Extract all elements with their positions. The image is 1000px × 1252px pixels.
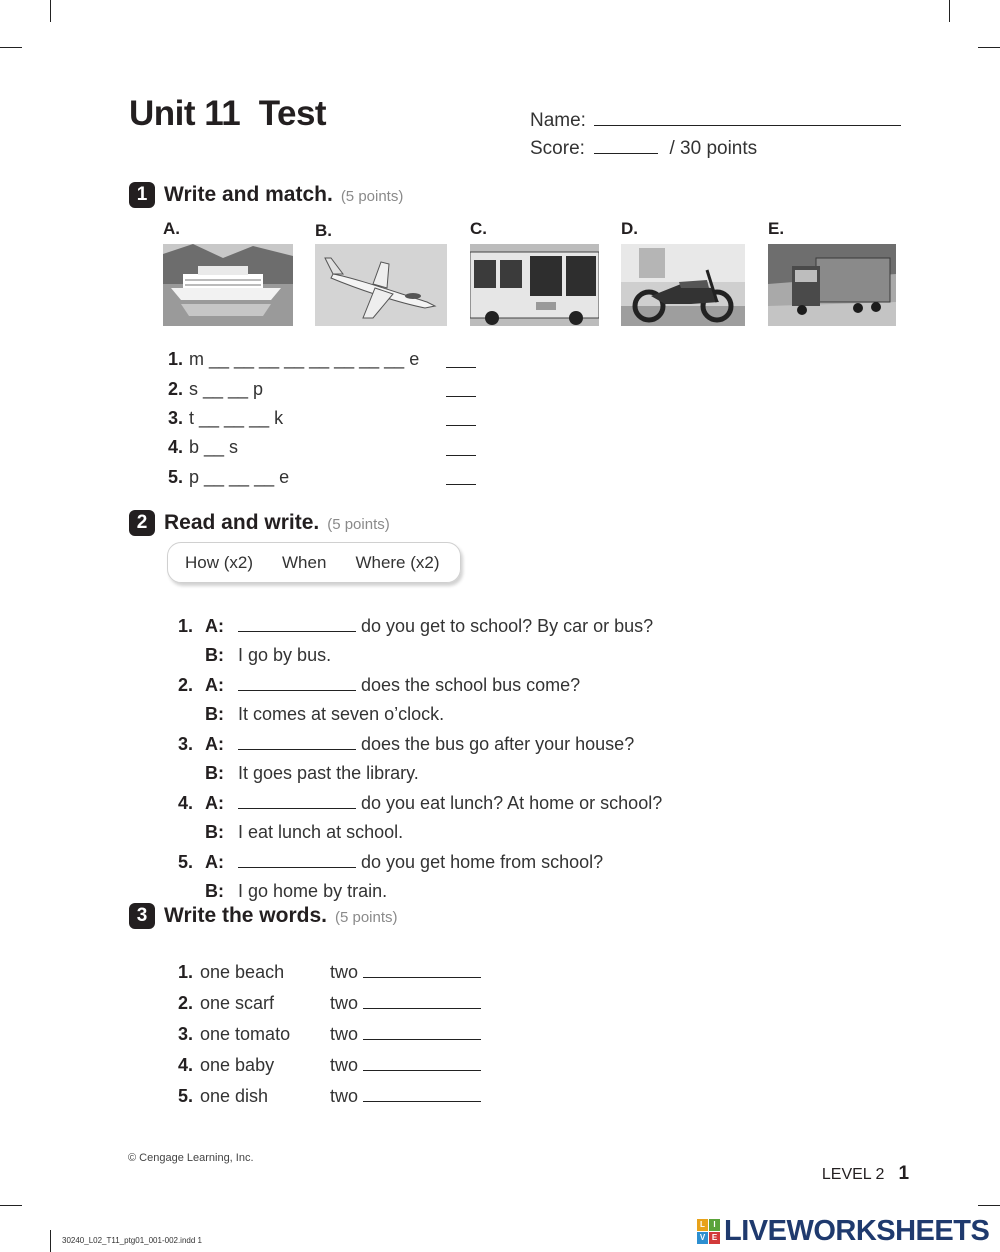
item-number: 3. bbox=[168, 408, 184, 428]
item-text: m __ __ __ __ __ __ __ __ e bbox=[189, 349, 420, 369]
item-number: 5. bbox=[178, 852, 194, 872]
list-item bbox=[168, 349, 419, 370]
speaker-label: B: bbox=[205, 763, 225, 783]
section-3-header bbox=[129, 903, 398, 929]
word-bank bbox=[167, 542, 461, 583]
section-number: 1 bbox=[129, 182, 155, 208]
answer-line[interactable] bbox=[446, 367, 476, 368]
section-points: (5 points) bbox=[327, 516, 390, 533]
plural-prefix: two bbox=[330, 1086, 359, 1106]
section-1-header bbox=[129, 182, 403, 208]
item-number: 2. bbox=[168, 379, 184, 399]
list-item bbox=[168, 467, 289, 488]
answer-text: I eat lunch at school. bbox=[238, 822, 404, 842]
copyright: © Cengage Learning, Inc. bbox=[128, 1152, 254, 1164]
crop-mark bbox=[0, 47, 22, 48]
speaker-label: B: bbox=[205, 881, 225, 901]
section-number: 3 bbox=[129, 903, 155, 929]
question-text: does the bus go after your house? bbox=[361, 734, 635, 754]
answer-line[interactable] bbox=[446, 455, 476, 456]
list-item bbox=[168, 408, 283, 429]
plural-prefix: two bbox=[330, 993, 359, 1013]
dialogue-b bbox=[195, 860, 387, 902]
answer-text: It comes at seven o’clock. bbox=[238, 704, 445, 724]
item-text: t __ __ __ k bbox=[189, 408, 284, 428]
answer-blank[interactable] bbox=[363, 1101, 481, 1102]
name-label: Name: bbox=[530, 110, 586, 131]
speaker-label: A: bbox=[205, 675, 225, 695]
item-number: 5. bbox=[168, 467, 184, 487]
speaker-label: B: bbox=[205, 704, 225, 724]
section-title: Write the words. bbox=[164, 904, 327, 927]
crop-mark bbox=[978, 1205, 1000, 1206]
crop-mark bbox=[0, 1205, 22, 1206]
plural-prefix: two bbox=[330, 962, 359, 982]
word-bank-item: How (x2) bbox=[185, 552, 254, 572]
cruise-ship-image bbox=[163, 244, 293, 326]
question-text: does the school bus come? bbox=[361, 675, 581, 695]
singular-word: one baby bbox=[200, 1055, 275, 1075]
item-number: 3. bbox=[178, 1024, 194, 1044]
name-line[interactable] bbox=[594, 125, 901, 126]
item-number: 2. bbox=[178, 993, 194, 1013]
answer-line[interactable] bbox=[446, 484, 476, 485]
question-text: do you get home from school? bbox=[361, 852, 604, 872]
page-number: 1 bbox=[898, 1163, 910, 1184]
singular-word: one beach bbox=[200, 962, 285, 982]
page-title: Unit 11 Test bbox=[129, 94, 327, 133]
motorcycle-image bbox=[621, 244, 745, 326]
item-number: 4. bbox=[168, 437, 184, 457]
item-number: 1. bbox=[168, 349, 184, 369]
name-field[interactable] bbox=[530, 110, 901, 132]
section-2-header bbox=[129, 510, 390, 536]
crop-mark bbox=[50, 1230, 51, 1252]
plural-prefix: two bbox=[330, 1055, 359, 1075]
word-bank-item: Where (x2) bbox=[355, 552, 440, 572]
singular-word: one scarf bbox=[200, 993, 275, 1013]
list-item bbox=[168, 379, 263, 400]
score-label: Score: bbox=[530, 138, 585, 159]
file-slug: 30240_L02_T11_ptg01_001-002.indd 1 bbox=[62, 1236, 202, 1245]
speaker-label: A: bbox=[205, 852, 225, 872]
score-field bbox=[530, 138, 757, 160]
bus-image bbox=[470, 244, 599, 326]
speaker-label: B: bbox=[205, 645, 225, 665]
item-text: p __ __ __ e bbox=[189, 467, 290, 487]
item-number: 1. bbox=[178, 962, 194, 982]
score-line[interactable] bbox=[594, 153, 658, 154]
item-text: s __ __ p bbox=[189, 379, 264, 399]
plural-prefix: two bbox=[330, 1024, 359, 1044]
crop-mark bbox=[978, 47, 1000, 48]
airplane-image bbox=[315, 244, 447, 326]
answer-line[interactable] bbox=[446, 396, 476, 397]
question-text: do you get to school? By car or bus? bbox=[361, 616, 654, 636]
picture-label-d: D. bbox=[621, 219, 638, 238]
page-footer bbox=[813, 1145, 909, 1185]
level-label: LEVEL 2 bbox=[821, 1166, 885, 1183]
watermark-text: LIVEWORKSHEETS bbox=[724, 1215, 990, 1247]
answer-text: It goes past the library. bbox=[238, 763, 419, 783]
word-bank-item: When bbox=[282, 552, 327, 572]
singular-word: one tomato bbox=[200, 1024, 291, 1044]
singular-word: one dish bbox=[200, 1086, 269, 1106]
speaker-label: A: bbox=[205, 734, 225, 754]
liveworksheets-logo[interactable] bbox=[697, 1215, 989, 1248]
crop-mark bbox=[50, 0, 51, 22]
item-number: 5. bbox=[178, 1086, 194, 1106]
answer-text: I go home by train. bbox=[238, 881, 388, 901]
section-points: (5 points) bbox=[334, 909, 398, 926]
score-total: / 30 points bbox=[669, 138, 758, 159]
speaker-label: B: bbox=[205, 822, 225, 842]
item-number: 1. bbox=[178, 616, 194, 636]
item-number: 4. bbox=[178, 1055, 194, 1075]
section-title: Read and write. bbox=[164, 511, 320, 534]
item-number: 3. bbox=[178, 734, 194, 754]
item-text: b __ s bbox=[189, 437, 239, 457]
question-text: do you eat lunch? At home or school? bbox=[361, 793, 663, 813]
logo-icon: L I V E bbox=[697, 1219, 720, 1244]
speaker-label: A: bbox=[205, 793, 225, 813]
answer-text: I go by bus. bbox=[238, 645, 332, 665]
item-number: 4. bbox=[178, 793, 194, 813]
picture-label-c: C. bbox=[470, 219, 487, 238]
list-item bbox=[168, 1065, 486, 1107]
speaker-label: A: bbox=[205, 616, 225, 636]
truck-image bbox=[768, 244, 896, 326]
section-points: (5 points) bbox=[340, 188, 404, 205]
list-item bbox=[168, 437, 238, 458]
picture-label-b: B. bbox=[315, 221, 332, 240]
section-title: Write and match. bbox=[164, 183, 333, 206]
section-number: 2 bbox=[129, 510, 155, 536]
answer-line[interactable] bbox=[446, 425, 476, 426]
picture-label-a: A. bbox=[163, 219, 180, 238]
item-number: 2. bbox=[178, 675, 194, 695]
crop-mark bbox=[949, 0, 950, 22]
picture-label-e: E. bbox=[768, 219, 785, 238]
